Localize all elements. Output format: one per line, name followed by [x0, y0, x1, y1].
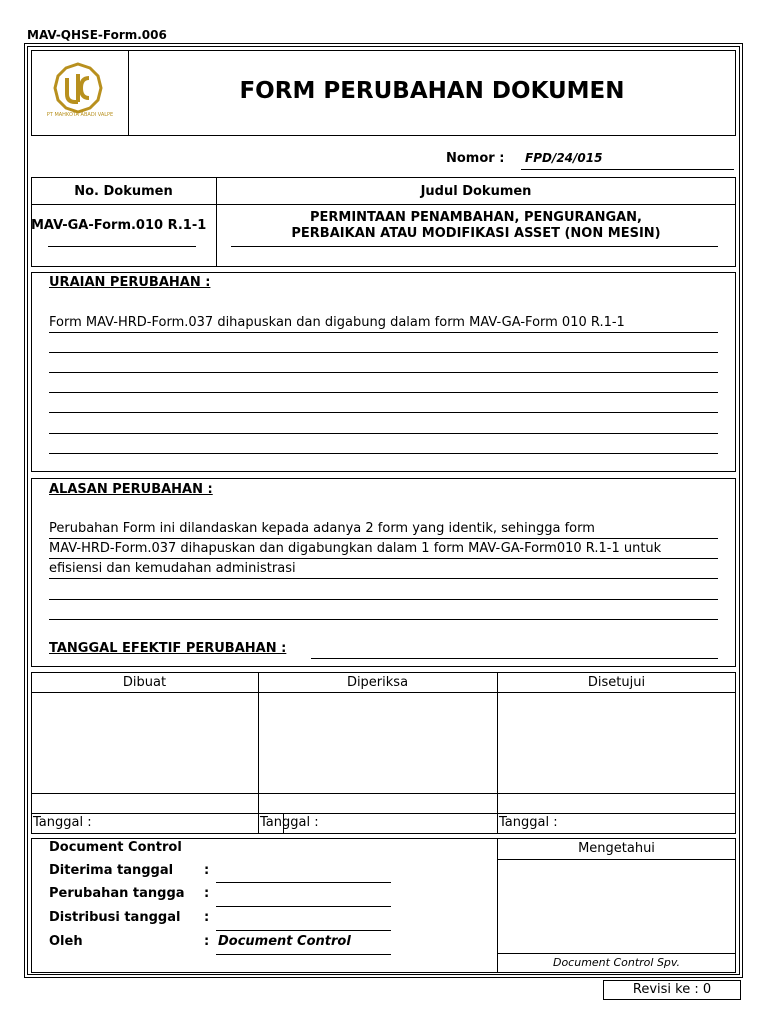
judul-line-2: PERBAIKAN ATAU MODIFIKASI ASSET (NON MESIN): [291, 226, 661, 241]
dc-diterima-sep: :: [204, 863, 210, 878]
sign-diperiksa-header: Diperiksa: [346, 675, 409, 690]
no-dokumen-value: MAV-GA-Form.010 R.1-1: [31, 218, 207, 233]
mengetahui-role: Document Control Spv.: [552, 956, 681, 969]
dc-perubahan-label: Perubahan tangga: [49, 886, 185, 901]
document-control-heading: Document Control: [49, 840, 182, 855]
dc-oleh-label: Oleh: [49, 934, 83, 949]
form-code: MAV-QHSE-Form.006: [27, 28, 167, 42]
dc-distribusi-sep: :: [204, 910, 210, 925]
revisi-label: Revisi ke : 0: [632, 982, 712, 997]
header-judul-dokumen: Judul Dokumen: [420, 184, 532, 199]
dc-distribusi-label: Distribusi tanggal: [49, 910, 181, 925]
sign-dibuat-header: Dibuat: [122, 675, 167, 690]
header-no-dokumen: No. Dokumen: [74, 184, 173, 199]
uraian-heading: URAIAN PERUBAHAN :: [49, 275, 211, 290]
dc-perubahan-sep: :: [204, 886, 210, 901]
dc-diterima-label: Diterima tanggal: [49, 863, 174, 878]
logo-caption: PT MAHKOTA ABADI VALPE: [46, 112, 114, 118]
sign-disetujui-header: Disetujui: [587, 675, 646, 690]
sign-dibuat-tanggal: Tanggal :: [33, 815, 92, 830]
sign-diperiksa-tanggal: Tanggal :: [260, 815, 319, 830]
page-title: FORM PERUBAHAN DOKUMEN: [239, 78, 625, 104]
mengetahui-header: Mengetahui: [578, 841, 655, 856]
dc-oleh-value: Document Control: [218, 934, 351, 949]
company-logo: [40, 60, 120, 126]
alasan-heading: ALASAN PERUBAHAN :: [49, 482, 213, 497]
sign-disetujui-tanggal: Tanggal :: [499, 815, 558, 830]
alasan-line-1: Perubahan Form ini dilandaskan kepada adanya 2 form yang identik, sehingga form: [49, 521, 595, 536]
judul-line-1: PERMINTAAN PENAMBAHAN, PENGURANGAN,: [309, 210, 642, 225]
dc-oleh-sep: :: [204, 934, 210, 949]
alasan-line-2: MAV-HRD-Form.037 dihapuskan dan digabungkan dalam 1 form MAV-GA-Form010 R.1-1 untuk: [49, 541, 662, 556]
nomor-label: Nomor :: [446, 151, 505, 166]
signature-table: [31, 672, 736, 834]
nomor-value: FPD/24/015: [525, 151, 603, 165]
uraian-text: Form MAV-HRD-Form.037 dihapuskan dan digabung dalam form MAV-GA-Form 010 R.1-1: [49, 315, 625, 330]
alasan-line-3: efisiensi dan kemudahan administrasi: [49, 561, 296, 576]
tanggal-efektif-label: TANGGAL EFEKTIF PERUBAHAN :: [49, 641, 287, 656]
